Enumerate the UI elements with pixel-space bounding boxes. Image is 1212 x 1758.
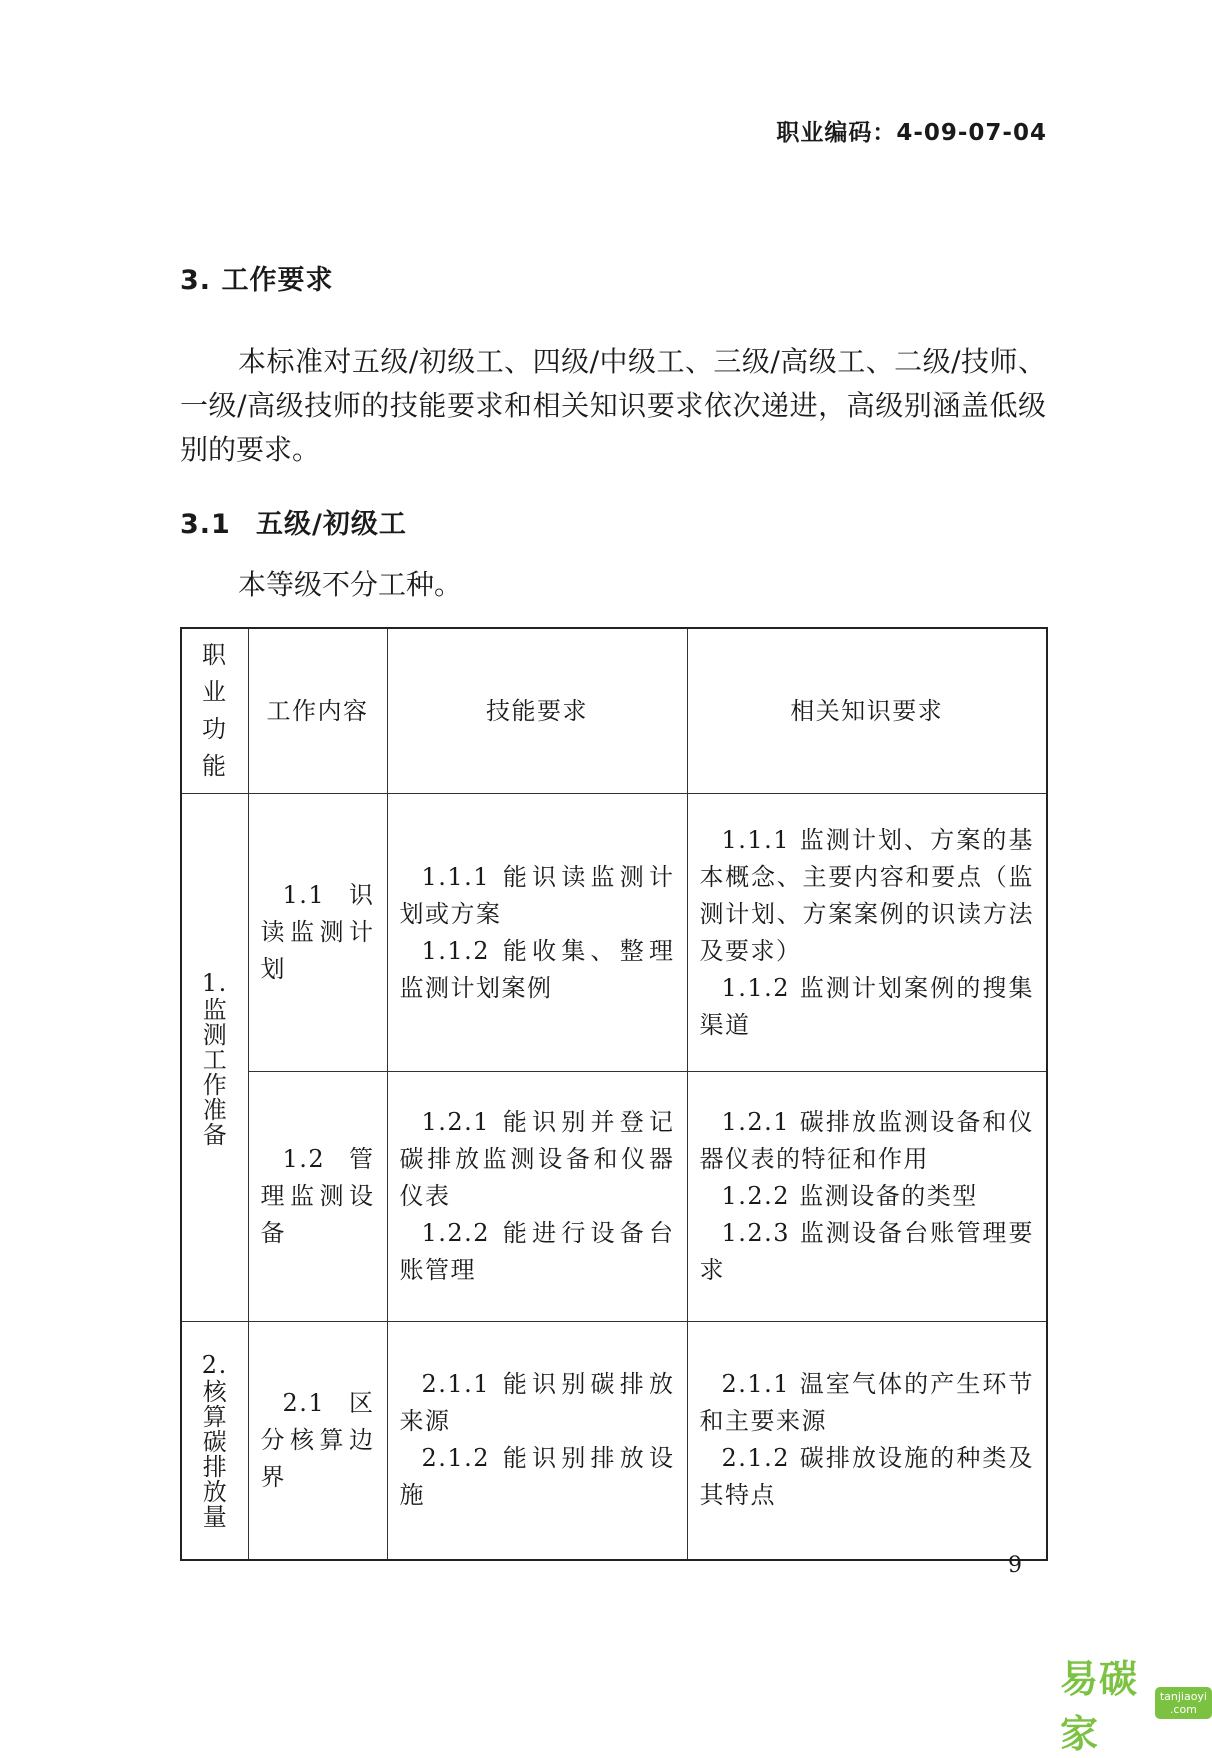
header-skill: 技能要求 (387, 628, 687, 794)
skill-item: 1.2.1 能识别并登记碳排放监测设备和仪器仪表 (399, 1108, 675, 1210)
skill-item: 1.1.1 能识读监测计划或方案 (399, 862, 675, 928)
table-header-row (181, 628, 1047, 794)
watermark-logo (1060, 1648, 1212, 1758)
function-cell (181, 1322, 248, 1560)
skill-item: 1.1.2 能收集、整理监测计划案例 (399, 936, 675, 1002)
function-number: 1. (201, 968, 228, 997)
skill-cell (387, 1322, 687, 1560)
knowledge-item: 1.2.1 碳排放监测设备和仪器仪表的特征和作用 (699, 1108, 1034, 1173)
header-content: 工作内容 (248, 628, 387, 794)
function-name: 监测工作准备 (202, 995, 229, 1149)
grade-note: 本等级不分工种。 (238, 568, 463, 601)
subsection-heading (180, 502, 407, 541)
page-number: 9 (1008, 1553, 1022, 1578)
table-row (181, 1072, 1047, 1322)
skill-item: 2.1.2 能识别排放设施 (399, 1444, 675, 1510)
table-row (181, 794, 1047, 1072)
function-name: 核算碳排放量 (202, 1378, 229, 1532)
subsection-title: 五级/初级工 (256, 509, 407, 540)
header-function: 职业功能 (181, 628, 248, 794)
content-text: 2.1 区分核算边界 (260, 1388, 375, 1491)
knowledge-item: 1.2.2 监测设备的类型 (721, 1182, 978, 1210)
skill-item: 2.1.1 能识别碳排放来源 (399, 1370, 675, 1436)
skill-cell (387, 794, 687, 1072)
intro-paragraph: 本标准对五级/初级工、四级/中级工、三级/高级工、二级/技师、一级/高级技师的技能要求和相关知识要求依次递进，高级别涵盖低级别的要求。 (180, 345, 1046, 466)
knowledge-cell (687, 794, 1047, 1072)
skill-cell (387, 1072, 687, 1322)
function-number: 2. (201, 1351, 228, 1380)
knowledge-item: 1.1.2 监测计划案例的搜集渠道 (699, 973, 1034, 1039)
knowledge-item: 1.1.1 监测计划、方案的基本概念、主要内容和要点（监测计划、方案案例的识读方法及要求） (699, 825, 1034, 965)
occupation-code: 职业编码：4-09-07-04 (776, 120, 1047, 146)
knowledge-item: 2.1.1 温室气体的产生环节和主要来源 (699, 1370, 1034, 1436)
knowledge-cell (687, 1072, 1047, 1322)
content-cell (248, 1322, 387, 1560)
knowledge-cell (687, 1322, 1047, 1560)
watermark-badge-line2: .com (1169, 1703, 1197, 1716)
header-knowledge: 相关知识要求 (687, 628, 1047, 794)
requirements-table (180, 627, 1048, 1561)
watermark-text: 易碳家 (1060, 1657, 1139, 1756)
watermark-badge-line1: tanjiaoyi (1159, 1690, 1207, 1703)
content-cell (248, 1072, 387, 1322)
knowledge-item: 1.2.3 监测设备台账管理要求 (699, 1219, 1034, 1284)
section-heading: 3. 工作要求 (180, 265, 334, 296)
content-text: 1.1 识读监测计划 (260, 881, 375, 983)
table-row (181, 1322, 1047, 1560)
knowledge-item: 2.1.2 碳排放设施的种类及其特点 (699, 1444, 1034, 1510)
content-text: 1.2 管理监测设备 (260, 1145, 375, 1247)
content-cell (248, 794, 387, 1072)
function-cell (181, 794, 248, 1322)
skill-item: 1.2.2 能进行设备台账管理 (399, 1219, 675, 1284)
subsection-number: 3.1 (180, 509, 231, 540)
watermark-badge (1155, 1687, 1212, 1719)
